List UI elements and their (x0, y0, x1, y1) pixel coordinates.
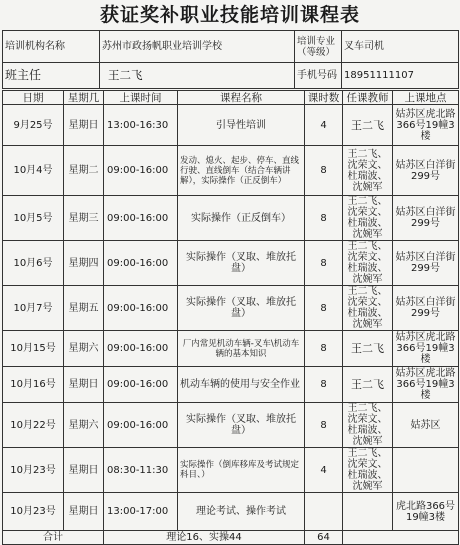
total-label: 合计 (3, 531, 104, 545)
row-teacher: 王二飞、沈荣文、杜瑞波、沈婉军 (343, 196, 393, 241)
row-location: 姑苏区虎北路366号19幢3楼 (393, 331, 459, 367)
row-course: 实际操作（叉取、堆放托盘） (178, 286, 305, 331)
table-row (3, 367, 459, 403)
header-week: 星期几 (64, 91, 104, 105)
row-hours: 4 (305, 105, 343, 146)
header-date: 日期 (3, 91, 64, 105)
row-hours: 8 (305, 367, 343, 403)
info-table (2, 30, 459, 89)
row-week: 星期五 (64, 286, 104, 331)
table-row (3, 241, 459, 286)
major-label: 培训专业（等级） (295, 31, 342, 63)
row-date: 10月23号 (3, 448, 64, 493)
row-week: 星期四 (64, 241, 104, 286)
total-row (3, 531, 459, 545)
header-course: 课程名称 (178, 91, 305, 105)
row-time: 09:00-16:00 (104, 331, 178, 367)
row-course: 实际操作（倒库移库及考试规定科目、） (178, 448, 305, 493)
row-hours: 8 (305, 286, 343, 331)
head-teacher-value: 王二飞 (100, 63, 295, 89)
row-teacher: 王二飞 (343, 331, 393, 367)
table-row (3, 105, 459, 146)
table-row (3, 493, 459, 531)
row-date: 9月25号 (3, 105, 64, 146)
row-course: 实际操作（叉取、堆放托盘） (178, 241, 305, 286)
row-hours: 8 (305, 331, 343, 367)
row-course: 实际操作（正反倒车） (178, 196, 305, 241)
row-hours: 8 (305, 241, 343, 286)
row-location: 姑苏区白洋街299号 (393, 241, 459, 286)
header-hours: 课时数 (305, 91, 343, 105)
row-time: 08:30-11:30 (104, 448, 178, 493)
row-hours (305, 493, 343, 531)
header-location: 上课地点 (393, 91, 459, 105)
row-location: 姑苏区虎北路366号19幢3楼 (393, 105, 459, 146)
row-location: 姑苏区白洋街299号 (393, 146, 459, 196)
table-row (3, 331, 459, 367)
row-course: 发动、熄火、起步、停车、直线行驶、直线倒车（结合车辆讲解），实际操作（正反倒车） (178, 146, 305, 196)
header-row (3, 91, 459, 105)
row-course: 机动车辆的使用与安全作业 (178, 367, 305, 403)
row-hours: 8 (305, 196, 343, 241)
row-date: 10月15号 (3, 331, 64, 367)
table-row (3, 196, 459, 241)
schedule-table (2, 90, 459, 545)
org-label: 培训机构名称 (3, 31, 100, 63)
row-teacher: 王二飞、沈荣文、杜瑞波、沈婉军 (343, 448, 393, 493)
row-time: 09:00-16:00 (104, 146, 178, 196)
row-location: 虎北路366号19幢3楼 (393, 493, 459, 531)
row-time: 09:00-16:00 (104, 196, 178, 241)
total-hours: 64 (305, 531, 343, 545)
row-date: 10月23号 (3, 493, 64, 531)
row-time: 09:00-16:00 (104, 241, 178, 286)
row-location: 姑苏区虎北路366号19幢3楼 (393, 367, 459, 403)
row-location: 姑苏区白洋街299号 (393, 196, 459, 241)
row-teacher: 王二飞、沈荣文、杜瑞波、沈婉军 (343, 286, 393, 331)
row-week: 星期六 (64, 331, 104, 367)
row-week: 星期日 (64, 448, 104, 493)
table-row (3, 146, 459, 196)
row-week: 星期二 (64, 146, 104, 196)
row-date: 10月7号 (3, 286, 64, 331)
row-teacher (343, 493, 393, 531)
row-teacher: 王二飞、沈荣文、杜瑞波、沈婉军 (343, 146, 393, 196)
row-date: 10月16号 (3, 367, 64, 403)
header-time: 上课时间 (104, 91, 178, 105)
row-course: 厂内常见机动车辆-叉车\机动车辆的基本知识 (178, 331, 305, 367)
org-value: 苏州市政扬帆职业培训学校 (100, 31, 295, 63)
table-row (3, 403, 459, 448)
row-week: 星期三 (64, 196, 104, 241)
row-teacher: 王二飞 (343, 105, 393, 146)
row-time: 09:00-16:00 (104, 403, 178, 448)
row-week: 星期日 (64, 493, 104, 531)
row-week: 星期日 (64, 367, 104, 403)
row-date: 10月5号 (3, 196, 64, 241)
row-hours: 8 (305, 146, 343, 196)
total-empty (343, 531, 459, 545)
row-week: 星期日 (64, 105, 104, 146)
row-time: 09:00-16:00 (104, 367, 178, 403)
row-hours: 8 (305, 403, 343, 448)
row-week: 星期六 (64, 403, 104, 448)
row-date: 10月4号 (3, 146, 64, 196)
row-teacher: 王二飞、沈荣文、杜瑞波、沈婉军 (343, 241, 393, 286)
row-date: 10月22号 (3, 403, 64, 448)
row-location: 姑苏区 (393, 403, 459, 448)
phone-label: 手机号码 (295, 63, 342, 89)
row-time: 09:00-16:00 (104, 286, 178, 331)
total-detail: 理论16、实操44 (104, 531, 305, 545)
row-time: 13:00-16:30 (104, 105, 178, 146)
row-teacher: 王二飞 (343, 367, 393, 403)
row-time: 13:00-17:00 (104, 493, 178, 531)
table-row (3, 448, 459, 493)
row-date: 10月6号 (3, 241, 64, 286)
row-teacher: 王二飞、沈荣文、杜瑞波、沈婉军 (343, 403, 393, 448)
major-value: 叉车司机 (342, 31, 459, 63)
table-row (3, 286, 459, 331)
row-location (393, 448, 459, 493)
row-course: 引导性培训 (178, 105, 305, 146)
document-title: 获证奖补职业技能培训课程表 (99, 4, 360, 26)
head-teacher-label: 班主任 (3, 63, 100, 89)
header-teacher: 任课教师 (343, 91, 393, 105)
row-hours: 4 (305, 448, 343, 493)
row-location: 姑苏区白洋街299号 (393, 286, 459, 331)
phone-value: 18951111107 (342, 63, 459, 89)
row-course: 实际操作（叉取、堆放托盘） (178, 403, 305, 448)
row-course: 理论考试、操作考试 (178, 493, 305, 531)
